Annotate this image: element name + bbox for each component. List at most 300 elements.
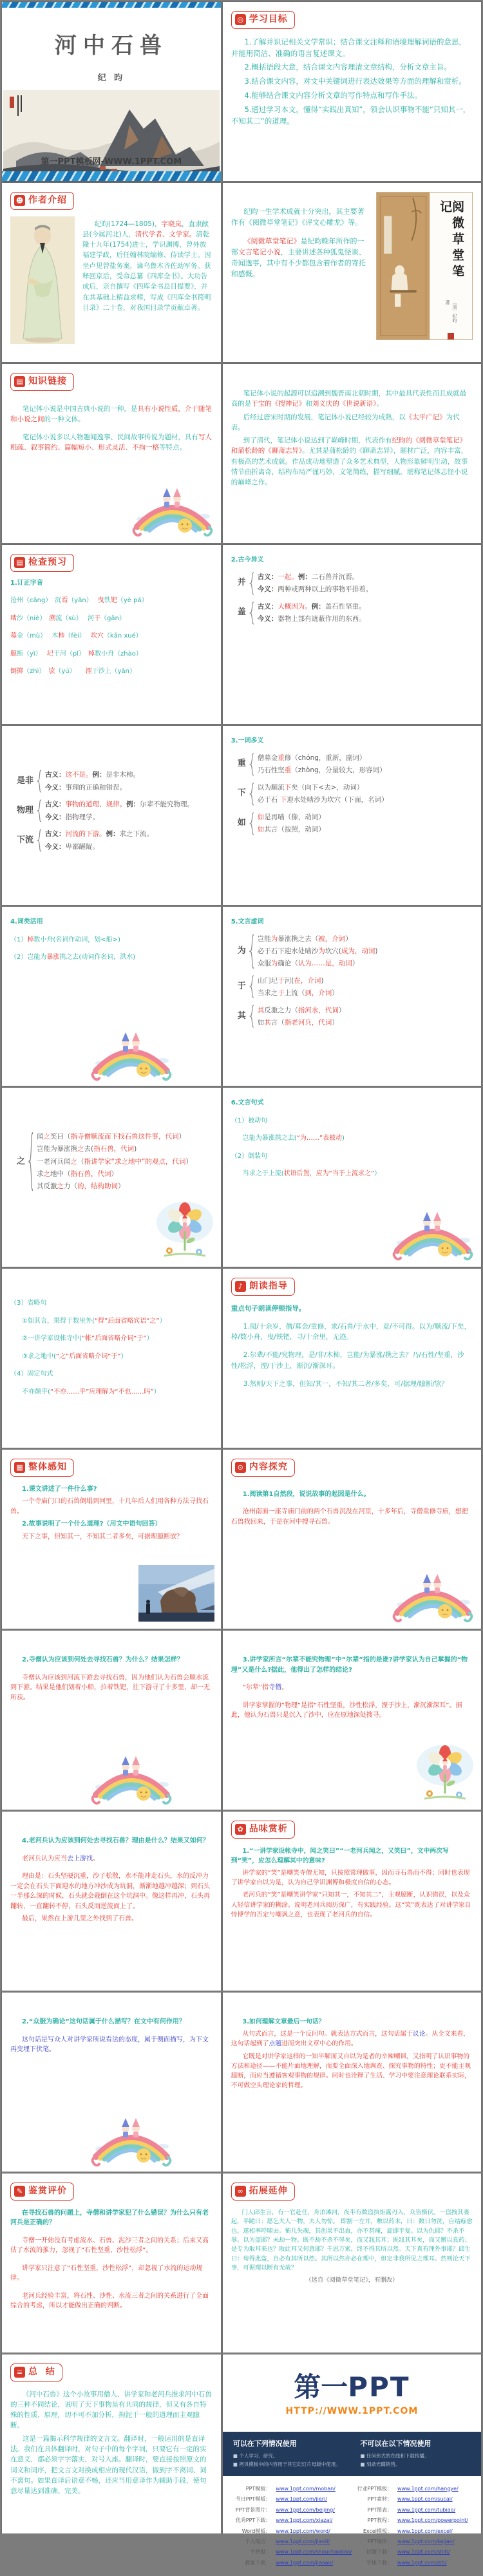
text-segment: 之 <box>43 1170 51 1178</box>
text-segment: 指石兽，代词 <box>93 1145 135 1153</box>
link-url[interactable]: www.1ppt.com/jieri/ <box>276 2496 328 2503</box>
text-segment: “为……”表被动 <box>296 1135 343 1142</box>
text-segment: 于 <box>278 989 285 997</box>
text-segment: 之 <box>70 1157 78 1166</box>
text-segment: 山门圮 <box>257 976 278 985</box>
text-segment: 河( <box>284 976 294 985</box>
mic-icon: ♪ <box>235 1281 246 1292</box>
text-segment: 古义： <box>45 830 66 838</box>
link-url[interactable]: www.1ppt.com/powerpoint/ <box>397 2517 468 2524</box>
grid-icon: ▦ <box>14 1462 25 1473</box>
bracket-label: 之 <box>17 1156 26 1166</box>
text-segment: 一老河兵闻 <box>37 1157 71 1166</box>
text-segment: 在，介词 <box>294 976 321 985</box>
section-badge-label: 知识链接 <box>28 376 67 386</box>
bracket-line <box>45 782 210 793</box>
text-segment: 乃石性坚 <box>257 766 285 774</box>
text-segment: ) <box>134 1145 137 1153</box>
text-segment: 3.讲学家所言“尔辈不能究物理”中“尔辈”指的是谁?讲学家认为自己掌握的“物理”又是什么?据此，他得出了怎样的结论? <box>231 1656 468 1674</box>
paragraph <box>10 1532 213 1542</box>
usage-allowed-title: 可以在下列情况使用 <box>232 2439 297 2448</box>
text-segment: 。 <box>376 400 383 408</box>
text-segment: 倒掷 <box>10 668 23 676</box>
site-url[interactable]: HTTP://WWW.1PPT.COM <box>285 2406 419 2416</box>
cover-stripe-top <box>2 2 221 8</box>
text-segment: ，主要讲述各种狐鬼怪谈、奇闻逸事，其中有不少都包含着作者的寄托和感慨。 <box>231 248 366 279</box>
brace-icon <box>249 934 254 969</box>
section-badge <box>231 1821 295 1839</box>
bracket-group <box>238 975 470 998</box>
text-segment: 之 <box>57 1182 64 1191</box>
text-segment: 寺僧 <box>269 1684 282 1691</box>
extension-slide <box>223 2174 481 2353</box>
usage-denied <box>360 2438 471 2470</box>
link-url[interactable]: www.1ppt.com/ziti/ <box>397 2559 447 2566</box>
text-segment: 成为，动词 <box>341 947 375 955</box>
site-links-table <box>223 2476 481 2576</box>
paragraph <box>231 1507 473 1527</box>
text-segment: 其反激 <box>37 1182 57 1191</box>
link-url[interactable]: www.1ppt.com/kejian/ <box>397 2538 455 2544</box>
section-badge-label: 内容探究 <box>249 1462 288 1472</box>
text-segment: ） <box>338 1006 346 1014</box>
text-segment: （3）省略句 <box>10 1300 47 1307</box>
link-label: 节日PPT模板： <box>235 2496 271 2503</box>
text-segment: 理由是：石头坚硬沉重，沙子松散，水不能冲走石头，水的反冲力一定会在石头下面迎水的地方冲沙成为坑洞，渐渐地越冲越深；到石头一半那么深的时候，石头就会栽倒在这个坑洞中。像这样再冲，石头再翻转，一直翻转不停，石头反而逆流而上了。 <box>10 1873 210 1910</box>
link-url[interactable]: www.1ppt.com/shouchaobao/ <box>276 2549 352 2555</box>
section-subhead <box>231 917 473 927</box>
text-segment: 二石兽并沉焉。 <box>311 573 359 581</box>
bracket-label: 重 <box>237 759 246 769</box>
text-segment: 例： <box>92 771 106 779</box>
text-segment: 今义： <box>45 783 66 791</box>
text-segment: 2.寺僧认为应该到何处去寻找石兽？为什么？结果怎样？ <box>22 1656 184 1663</box>
text-segment: ） <box>153 1388 160 1396</box>
gujin-yiyi-slide-2 <box>2 726 221 905</box>
text-segment: 为 <box>270 960 278 968</box>
brace-icon <box>36 799 42 822</box>
text-segment: ) <box>342 1135 345 1142</box>
text-segment: 言（ <box>270 1018 285 1027</box>
link-label: 字体下载： <box>366 2559 393 2566</box>
paragraph <box>82 219 213 313</box>
text-segment: 反激之力（ <box>264 1006 298 1014</box>
link-label: PPT教程： <box>367 2517 393 2524</box>
text-segment: 4.老河兵认为应该到何处去寻找石兽？理由是什么？结果又如何？ <box>22 1837 209 1844</box>
bracket-line <box>258 976 470 986</box>
text-segment: （yú） <box>55 668 86 676</box>
text-segment: 流（sù） 河 <box>55 614 95 622</box>
site-logo <box>223 2371 481 2403</box>
last-sentence-slide <box>223 1993 481 2172</box>
text-segment: 今义： <box>45 842 66 851</box>
cilei-huoyong-slide <box>2 907 221 1086</box>
text-segment: 上流（ <box>284 989 305 997</box>
bracket-label: 并 <box>237 578 246 588</box>
link-url[interactable]: www.1ppt.com/shiti/ <box>397 2549 450 2555</box>
text-segment: 的一种文体。 <box>44 415 85 423</box>
bracket-lines <box>258 753 470 776</box>
bracket-group <box>238 601 470 625</box>
bracket-line <box>37 1132 210 1142</box>
paragraph <box>231 2017 473 2027</box>
paragraph <box>231 2029 473 2049</box>
rainbow-kids-illustration <box>391 1206 475 1264</box>
paragraph <box>231 435 473 488</box>
paragraph <box>231 1683 473 1693</box>
text-segment: 器物上部有遮蔽作用的东西。 <box>278 615 366 623</box>
text-segment: 和 <box>305 400 312 408</box>
paragraph <box>231 1490 473 1500</box>
text-segment: 如 <box>257 813 265 821</box>
text-segment: 4.词类活用 <box>10 918 43 925</box>
text-segment: 1.“一讲学家设帐寺中，闻之笑曰”“一老河兵闻之，又笑曰”，文中两次写到“笑”，应怎么理解其中的意味? <box>231 1847 449 1864</box>
wenyan-xuci-slide <box>223 907 481 1086</box>
text-segment: 指河水，代词 <box>298 1006 339 1014</box>
link-url[interactable]: www.1ppt.com/excel/ <box>397 2528 453 2534</box>
brace-icon <box>36 829 42 852</box>
section-badge <box>231 11 295 29</box>
paragraph <box>231 1303 473 1314</box>
paragraph <box>231 62 473 73</box>
brace-icon <box>249 1005 254 1028</box>
text-segment: 的，结构助词 <box>77 1182 118 1191</box>
bracket-group <box>238 753 470 776</box>
text-segment: 募 <box>10 632 17 640</box>
book-cover <box>376 192 473 340</box>
bracket-line <box>258 782 470 793</box>
text-segment: 干宝的《搜神记》 <box>251 400 306 408</box>
bracket-lines <box>45 799 210 822</box>
text-segment: 状语后置，应为“当于上流求之” <box>283 1170 375 1177</box>
text-segment: 啮 <box>10 614 17 622</box>
text-segment: 下 <box>279 796 287 804</box>
text-segment: 地中（ <box>50 1170 71 1178</box>
text-segment: 寺僧认为应该到河流下游去寻找石兽，因为他们认为石兽会顺水流到下游。结果是他们划着小船，拉着铁钯，往下游寻了十多里，却一无所获。 <box>10 1674 210 1701</box>
text-segment: 天下之事，但知其一，不知其二者多矣，可据理臆断欤？ <box>22 1533 183 1540</box>
text-segment: 携之去(动词作名词，洪水) <box>59 954 136 961</box>
yuewei-caotang-slide <box>223 183 481 362</box>
final-promo-slide <box>223 2354 481 2566</box>
bracket-line <box>258 795 470 805</box>
bracket-label: 为 <box>237 945 246 956</box>
bracket-line <box>45 842 210 852</box>
bracket-line <box>258 812 470 822</box>
paragraph <box>10 1914 213 1924</box>
text-segment: 到，介词 <box>305 989 332 997</box>
section-badge <box>231 1278 295 1296</box>
text-segment: 指讲学家“求之地中”的观点，代词 <box>84 1157 186 1166</box>
section-subhead <box>10 578 213 589</box>
paragraph <box>10 1871 213 1911</box>
link-label: PPT背景图片： <box>235 2506 271 2513</box>
bracket-label: 于 <box>237 981 246 992</box>
text-segment: 金（mù） 木 <box>17 632 59 640</box>
text-segment: 讲学家只注意了“石性坚重，沙性松浮”，却忽视了水流的运动规律。 <box>10 2264 203 2282</box>
text-segment: 圮 <box>46 650 53 658</box>
bracket-line <box>37 1181 210 1191</box>
evaluation-slide <box>2 2174 221 2353</box>
text-segment: 纪昀一生学术成就十分突出，其主要著作有《阅微草堂笔记》《评文心雕龙》等。 <box>231 207 365 227</box>
link-url[interactable]: www.1ppt.com/moban/ <box>276 2485 336 2492</box>
text-segment: ，直隶献县(今属河北)人， <box>82 220 209 238</box>
link-url[interactable]: www.1ppt.com/sucai/ <box>397 2496 453 2503</box>
link-label: 教案下载： <box>245 2559 271 2566</box>
link-label: Excel模板： <box>363 2528 393 2534</box>
text-segment: 去上游找 <box>67 1855 93 1862</box>
text-segment: 断（yì） <box>17 650 47 658</box>
book-author: 〔清〕纪昀 著 <box>445 299 457 323</box>
link-url[interactable]: www.1ppt.com/xiazai/ <box>276 2517 333 2524</box>
text-segment: 后经过唐宋时期的发展，笔记体小说已经较为成熟，以 <box>243 413 406 421</box>
text-segment: 例： <box>126 800 140 809</box>
text-segment: 确论（ <box>278 960 298 968</box>
text-segment: 岂能为暴涨携 <box>37 1145 78 1153</box>
text-segment: 文言笔记小说 <box>238 248 281 257</box>
text-segment: 是纪昀晚年所作的一部 <box>231 237 365 257</box>
text-segment: 盖石性坚重。 <box>325 602 366 611</box>
text-segment: ） <box>118 1182 125 1191</box>
paragraph <box>231 412 473 433</box>
text-segment: 求 <box>37 1170 44 1178</box>
link-url[interactable]: www.1ppt.com/hangye/ <box>397 2485 459 2492</box>
text-segment: 岂能为暴涨携之去( <box>242 1135 297 1142</box>
text-segment: 钯 <box>110 597 117 605</box>
text-segment: 柿 <box>58 632 65 640</box>
bracket-lines <box>258 812 470 835</box>
text-segment: 写人粗疏、叙事简约、篇幅短小、形式灵活、不拘一格 <box>10 433 212 452</box>
text-segment: 老河兵认为应当 <box>22 1855 67 1862</box>
paragraph <box>10 1673 213 1703</box>
text-segment: ) <box>321 976 324 985</box>
bracket-line <box>45 799 210 810</box>
text-segment: 两种或两种以上的事物平排着。 <box>278 585 373 593</box>
learning-goals-slide <box>223 2 481 181</box>
paragraph <box>231 90 473 102</box>
work-intro-text <box>231 192 367 287</box>
paragraph <box>231 2276 473 2285</box>
paragraph <box>231 1701 473 1721</box>
text-segment: 求之下流。 <box>119 830 154 838</box>
seal-stamp <box>448 333 454 339</box>
text-segment: 例： <box>311 602 325 611</box>
text-segment: 修（chóng，重新，副词） <box>284 753 366 762</box>
link-url[interactable]: www.1ppt.com/beijing/ <box>276 2506 335 2513</box>
bracket-line <box>37 1169 210 1179</box>
text-segment: ） <box>111 1170 118 1178</box>
link-url[interactable]: www.1ppt.com/tubiao/ <box>397 2506 456 2513</box>
paragraph <box>231 1321 473 1343</box>
text-segment: 臆 <box>10 650 17 658</box>
text-segment: ） <box>332 989 339 997</box>
text-segment: 焉 <box>61 597 68 605</box>
link-label: 手抄报： <box>250 2549 271 2555</box>
paragraph <box>231 2208 473 2273</box>
text-segment: 重 <box>284 766 292 774</box>
section-subhead <box>10 917 213 927</box>
section-badge <box>231 1459 295 1477</box>
link-label: PPT模板： <box>245 2485 271 2492</box>
paragraph <box>10 1519 213 1530</box>
text-segment: 之 <box>77 1145 84 1153</box>
usage-bullet: ■ 个人学习、研究。 <box>232 2452 278 2459</box>
text-segment: 这不是。 <box>65 771 93 779</box>
paragraph <box>231 1151 473 1162</box>
book-cover-illustration <box>377 193 430 339</box>
bracket-label: 下流 <box>17 835 34 845</box>
section-badge-label: 拓展延伸 <box>249 2186 288 2196</box>
text-segment: ） <box>374 1170 381 1177</box>
text-segment: 指石兽，代词 <box>70 1170 111 1178</box>
bracket-lines <box>258 601 470 625</box>
memo-icon: ≡ <box>14 2367 25 2378</box>
paragraph <box>231 1890 473 1920</box>
text-segment: 坎穴( <box>325 947 341 955</box>
text-segment: （yān） <box>68 597 98 605</box>
text-segment: 大概因为。 <box>278 602 312 611</box>
appreciation-slide <box>223 1812 481 1991</box>
paragraph <box>231 1846 473 1866</box>
text-segment: 1.阅读第1自然段，说说故事的起因是什么。 <box>242 1490 370 1498</box>
text-segment: 5.文言虚词 <box>231 918 264 925</box>
author-intro-slide <box>2 183 221 362</box>
paragraph <box>10 1497 213 1517</box>
text-segment: ） <box>185 1157 193 1166</box>
text-segment: “帐”后面省略介词“于” <box>81 1335 147 1342</box>
bracket-label: 盖 <box>237 607 246 618</box>
bracket-line <box>258 753 470 763</box>
paragraph <box>10 1352 213 1362</box>
text-segment: （ <box>77 1157 84 1166</box>
link-label: 试题下载： <box>366 2549 393 2555</box>
paragraph <box>10 1334 213 1344</box>
text-segment: 老河兵的“笑”是嘲笑讲学家“只知其一，不知其二”，主观臆断，认识错误，以及众人轻信讲学家的糊涂。说明老河兵阅历深广，有实践经验。这“笑”既表达了对讲学家自恃博学的否定与嘲讽之意，也表现了老河兵的自信。 <box>231 1891 471 1918</box>
author-bio-text <box>82 216 213 347</box>
text-segment: （1）被动句 <box>231 1117 268 1124</box>
link-icon: ∞ <box>235 2186 246 2197</box>
text-segment: “之”后面省略介词“于” <box>55 1352 121 1360</box>
check-preview-slide <box>2 545 221 724</box>
bracket-lines <box>258 1005 470 1028</box>
text-segment: 以为顺流 <box>257 783 285 791</box>
text-segment: 如 <box>257 1018 265 1027</box>
text-segment: 指老河兵，代词 <box>284 1018 332 1027</box>
text-segment: 讲学家的“笑”是嘲笑寺僧无知，只按照常理做事，因而寻石兽而不得；同时也表现了讲学家自以为是，认为自己学识渊博和极度自信的心态。 <box>231 1870 470 1887</box>
text-segment: （kǎn xué） <box>103 632 142 640</box>
shenglue-ju-slide <box>2 1269 221 1448</box>
bracket-line <box>45 829 210 839</box>
text-segment: 最后，果然在上游几里之外找到了石兽。 <box>22 1915 138 1922</box>
rainbow-kids-illustration <box>90 1026 173 1084</box>
text-segment: 尔辈不能究物理。 <box>140 800 194 809</box>
text-segment: 1.课文讲述了一件什么事? <box>22 1485 97 1493</box>
text-segment: 1.阅/十余岁，僧/募金/重修，求/石兽/于水中，竟/不可得。以为/顺流/下矣，棹/数小舟，曳/铁钯，寻/十余里，无迹。 <box>231 1322 471 1341</box>
text-segment: 必于石下迎水处啮沙 <box>257 947 319 955</box>
text-segment: 2.古今异义 <box>231 556 264 564</box>
paragraph <box>10 667 213 677</box>
paragraph <box>231 37 473 60</box>
text-segment: 是非木柿。 <box>106 771 140 779</box>
person-icon: ☻ <box>14 195 25 206</box>
paragraph <box>10 952 213 963</box>
text-segment: 它既是对讲学家这样的一知半解而又自以为是者的辛辣嘲讽，又指明了认识事物的方法和途径——不能片面地理解，而要全面深入地调查、探究事物的特性；更不能主观臆断，而应当遵循客观事物的规律。同时也诠释了生活、学习中要注意理论联系实际，不可做空头理论家的哲理。 <box>231 2052 471 2090</box>
bracket-label: 物理 <box>17 805 34 815</box>
target-icon: ◎ <box>235 14 246 25</box>
text-segment: 指寺僧顺流而下找石兽这件事，代词 <box>70 1133 179 1141</box>
text-segment: 古义： <box>45 800 66 809</box>
overall-perception-slide <box>2 1450 221 1629</box>
section-badge <box>10 2183 74 2201</box>
link-label: PPT图表： <box>367 2506 393 2513</box>
bracket-line <box>45 770 210 780</box>
reading-guide-slide <box>223 1269 481 1448</box>
link-url[interactable]: www.1ppt.com/word/ <box>276 2528 330 2534</box>
summary-slide <box>2 2354 221 2533</box>
paragraph <box>231 76 473 88</box>
text-segment: 其 <box>264 1018 271 1027</box>
text-segment: 为 <box>270 934 278 943</box>
paragraph <box>231 1169 473 1179</box>
paragraph <box>10 404 213 425</box>
bracket-line <box>258 614 470 624</box>
bracket-group <box>17 1132 210 1191</box>
bracket-label: 是非 <box>17 775 34 786</box>
paragraph <box>10 1316 213 1327</box>
section-badge-label: 检查预习 <box>28 557 67 567</box>
paragraph <box>10 2017 213 2027</box>
text-segment: ） <box>332 1018 339 1027</box>
bracket-lines <box>258 782 470 806</box>
bracket-line <box>258 584 470 594</box>
wenyan-jushi-slide <box>223 1088 481 1267</box>
biji-history-slide <box>223 364 481 543</box>
text-segment: 纪昀(1724—1805)， <box>94 220 162 228</box>
cover-footer-text: 第一PPT模板网-WWW.1PPT.COM <box>41 156 182 167</box>
text-segment: 清代学者、文学家。 <box>135 230 196 238</box>
link-url[interactable]: www.1ppt.com/jianli/ <box>276 2538 330 2544</box>
text-segment: 2.概括语段大意，结合课文内容理清文章结构，分析文章主旨。 <box>244 62 451 72</box>
text-segment: 欤 <box>48 668 55 676</box>
text-segment: ） <box>120 1352 128 1360</box>
cover-slide <box>2 2 221 181</box>
bracket-lines <box>258 572 470 595</box>
link-url[interactable]: www.1ppt.com/jiaoan/ <box>276 2559 334 2566</box>
jiyun-portrait <box>10 216 75 347</box>
text-segment: 数小舟（zhào） <box>95 650 142 658</box>
link-label: 个人简历： <box>245 2538 271 2544</box>
bracket-lines <box>258 975 470 998</box>
bracket-lines <box>45 770 210 793</box>
text-segment: ) <box>375 947 378 955</box>
text-segment: 事物的道理、规律。 <box>65 800 127 809</box>
text-segment: 《太平广记》 <box>405 413 446 421</box>
paragraph <box>10 935 213 945</box>
section-subhead <box>231 555 473 565</box>
text-segment: 矣（向下<去>，动词） <box>291 783 364 791</box>
section-badge <box>231 2183 295 2201</box>
text-segment: 卑鄙龌龊。 <box>65 842 100 851</box>
paragraph <box>10 596 213 606</box>
text-segment: （yè pá） <box>117 597 148 605</box>
text-segment: 干 <box>94 614 101 622</box>
rainbow-kids-illustration <box>90 2112 173 2170</box>
flower-girl-illustration <box>155 1198 214 1264</box>
text-segment: 刘义庆的《世说新语》 <box>312 400 377 408</box>
text-segment: ③求之地中( <box>22 1352 56 1360</box>
bracket-line <box>258 1018 470 1028</box>
content-explore-slide <box>223 1450 481 1629</box>
section-badge <box>10 554 74 572</box>
